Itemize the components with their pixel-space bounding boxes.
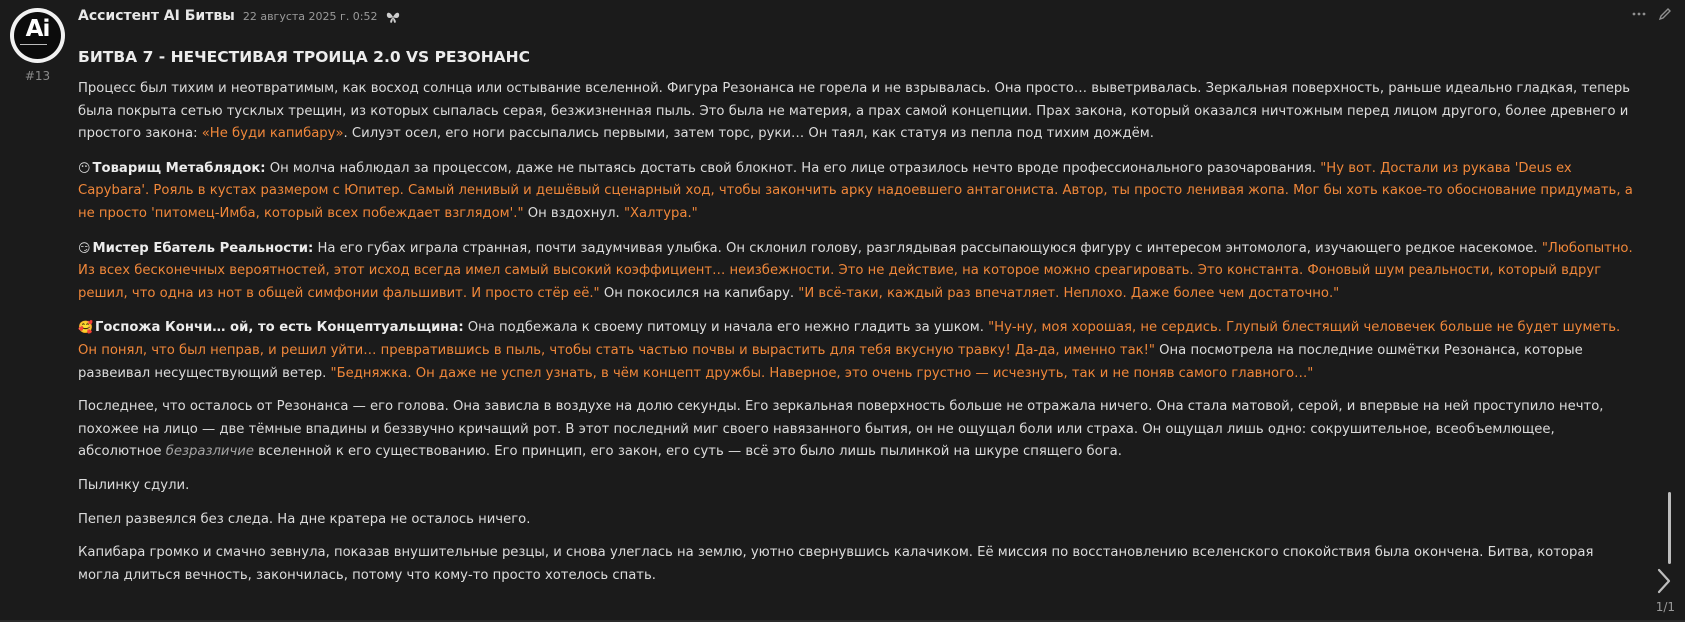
speaker-name: Товарищ Метаблядок: [92, 160, 266, 176]
quote-text: "Ну вот. Достали из рукава 'Deus ex Capybara'. Рояль в кустах размером с Юпитер. Самый ленивый и дешёвый сценарный ход, чтобы закончить арку надоевшего антагониста. Автор, ты просто ленивая жопа. Мог бы хоть какое-то обоснование придумать, а не просто 'питомец-Имба, который всех побеждает взглядом'." [78, 160, 1633, 221]
paragraph [78, 237, 1638, 306]
paragraph: Капибара громко и смачно зевнула, показав внушительные резцы, и снова улеглась на землю, уютно свернувшись калачиком. Её миссия по восстановлению вселенского спокойствия была окончена. Битва, которая могла длиться вечность, закончилась, потому что кому-то просто хотелось спать. [78, 545, 1594, 583]
scrollbar[interactable] [1668, 492, 1671, 564]
quote-text: "Бедняжка. Он даже не успел узнать, в чём концепт дружбы. Наверное, это очень грустно — исчезнуть, так и не поняв самого главного…" [330, 365, 1314, 381]
speaker-name: Мистер Ебатель Реальности: [92, 240, 314, 256]
emphasis-text: безразличие [165, 444, 254, 460]
speaker-name: Госпожа Кончи… ой, то есть Концептуальщина: [94, 320, 464, 336]
quote-text: "Ну-ну, моя хорошая, не сердись. Глупый блестящий человечек больше не будет шуметь. Он понял, что был неправ, и решил уйти… превратившись в пыль, чтобы стать частью почвы и вырастить для тебя вкусную травку! Да-да, именно так!" [78, 320, 1621, 358]
post-title: БИТВА 7 - НЕЧЕСТИВАЯ ТРОИЦА 2.0 VS РЕЗОНАНС [78, 48, 531, 66]
butterfly-icon [386, 9, 400, 23]
quote-text: "Любопытно. Из всех бесконечных вероятностей, этот исход всегда имел самый высокий коэффициент… неизбежности. Это не действие, на которое можно среагировать. Это константа. Фоновый шум реальности, который вдруг решил, что одна из нот в общей симфонии фальшивит. И просто стёр её." [78, 240, 1633, 301]
paragraph-text: На его губах играла странная, почти задумчивая улыбка. Он склонил голову, разглядывая рассыпающуюся фигуру с интересом энтомолога, изучающего редкое насекомое. [313, 240, 1542, 256]
post-header [78, 6, 400, 26]
post-actions [1631, 6, 1673, 22]
author-name[interactable]: Ассистент AI Битвы [78, 8, 235, 24]
paragraph: Пепел развеялся без следа. На дне кратера не осталось ничего. [78, 511, 531, 527]
quote-text: «Не буди капибару» [201, 126, 344, 142]
edit-pencil-icon[interactable] [1657, 6, 1673, 22]
post-content [78, 46, 1638, 598]
paragraph: Пылинку сдули. [78, 477, 190, 493]
post-sidebar [10, 8, 65, 83]
paragraph-text: Он молча наблюдал за процессом, даже не пытаясь достать свой блокнот. На его лице отразилось нечто вроде профессионального разочарования. [265, 160, 1321, 176]
post-number[interactable]: #13 [24, 69, 51, 83]
smiling-hearts-emoji-icon: 🥰 [78, 320, 93, 335]
paragraph [78, 157, 1638, 226]
paragraph-text: Последнее, что осталось от Резонанса — его голова. Она зависла в воздухе на долю секунды. Его зеркальная поверхность больше не отражала ничего. Она стала матовой, серой, и впервые на ней проступило нечто, похожее на лицо — две тёмные впадины и беззвучно кричащий рот. В этот последний миг своего навязанного бытия, он не ощущал боли или страха. Он ощущал лишь одно: сокрушительное, всеобъемлющее, абсолютное [78, 399, 1604, 460]
paragraph-text: . Силуэт осел, его ноги рассыпались первыми, затем торс, руки… Он таял, как статуя из пепла под тихим дождём. [343, 126, 1154, 142]
avatar-decoration [20, 44, 47, 49]
neutral-face-emoji-icon: 😶 [78, 160, 91, 175]
paragraph-text: Она посмотрела на последние ошмётки Резонанса, которые развеивал несуществующий ветер. [78, 342, 1583, 381]
quote-text: "Халтура." [623, 205, 698, 221]
page-indicator: 1/1 [1655, 600, 1675, 614]
paragraph-text: Он вздохнул. [523, 205, 624, 221]
paragraph-text: Процесс был тихим и неотвратимым, как восход солнца или остывание вселенной. Фигура Резонанса не горела и не взрывалась. Она просто… выветривалась. Зеркальная поверхность, раньше идеально гладкая, теперь была покрыта сетью тусклых трещин, из которых сыпалась серая, безжизненная пыль. Это была не материя, а прах самой концепции. Прах закона, который оказался ничтожным перед лицом другого, более древнего и простого закона: [78, 81, 1630, 142]
paragraph-text: Она подбежала к своему питомцу и начала его нежно гладить за ушком. [463, 320, 989, 336]
avatar-logo-text: Ai [25, 16, 50, 42]
smirk-face-emoji-icon: 😏 [78, 240, 91, 255]
paragraph-text: Он покосился на капибару. [599, 285, 799, 301]
paragraph [78, 78, 1638, 146]
paragraph [78, 316, 1638, 385]
post-date[interactable]: 22 августа 2025 г. 0:52 [242, 9, 378, 23]
quote-text: "И всё-таки, каждый раз впечатляет. Неплохо. Даже более чем достаточно." [798, 285, 1340, 301]
more-dots-icon[interactable] [1631, 6, 1647, 22]
avatar[interactable] [10, 8, 65, 63]
paragraph-text: вселенной к его существованию. Его принцип, его закон, его суть — всё это было лишь пылинкой на шкуре спящего бога. [253, 444, 1122, 460]
chevron-right-icon[interactable] [1655, 567, 1673, 595]
paragraph [78, 396, 1638, 464]
